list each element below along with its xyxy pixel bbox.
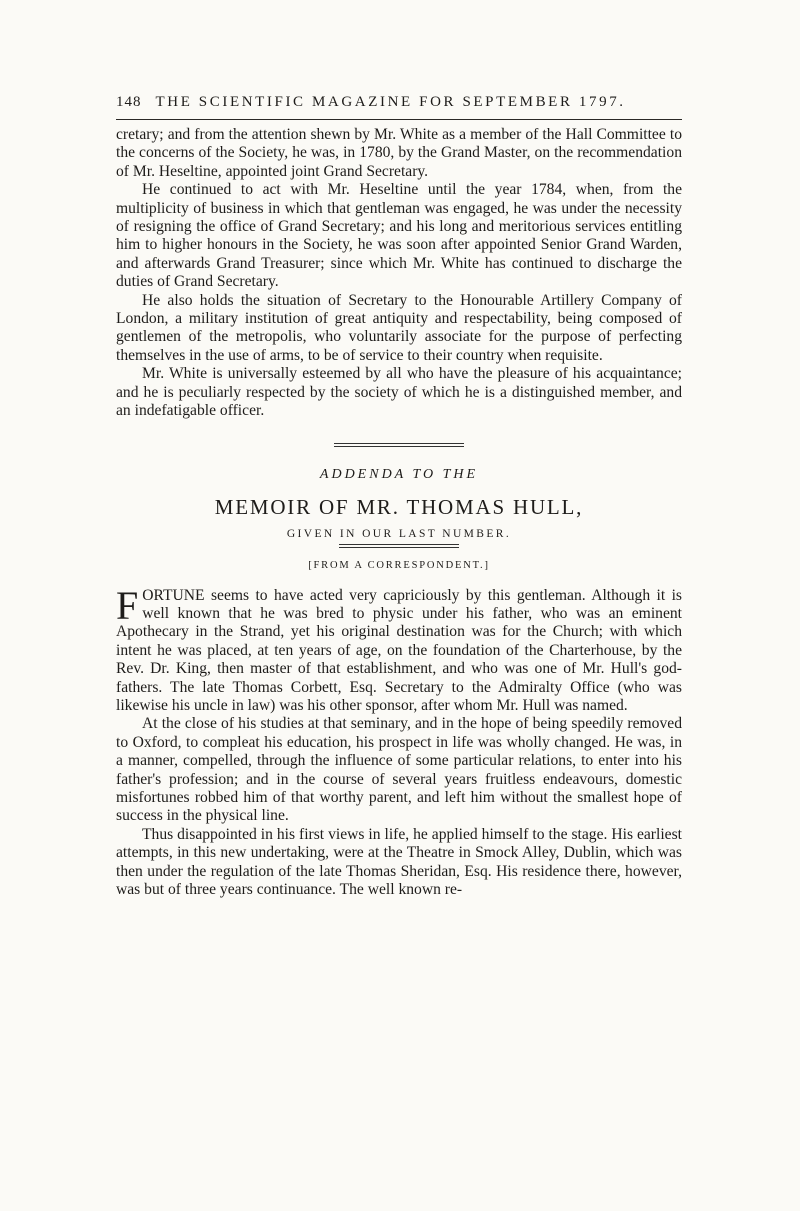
subtitle-divider xyxy=(339,544,459,548)
running-title: THE SCIENTIFIC MAGAZINE FOR SEPTEMBER 1797. xyxy=(155,94,626,110)
paragraph: He continued to act with Mr. Heseltine until the year 1784, when, from the multiplicity of business in which that gentleman was engaged, he was under the necessity of resigning the office of Grand Secretary; and his long and meritorious services entitling him to higher honours in the Society, he was soon after appointed Senior Grand Warden, and afterwards Grand Treasurer; since which Mr. White has continued to discharge the duties of Grand Secretary. xyxy=(116,181,682,291)
paragraph: He also holds the situation of Secretary to the Honourable Artillery Company of London, a military institution of great antiquity and respectability, being composed of gentlemen of the metropolis, who voluntarily associate for the purpose of perfecting themselves in the use of arms, to be of service to their country when requisite. xyxy=(116,291,682,364)
drop-cap: F xyxy=(116,582,139,628)
memoir-subtitle: GIVEN IN OUR LAST NUMBER. xyxy=(286,527,512,540)
addenda-heading: ADDENDA TO THE xyxy=(319,466,479,482)
page-number: 148 xyxy=(116,94,142,110)
source-note: [FROM A CORRESPONDENT.] xyxy=(308,559,490,571)
paragraph: cretary; and from the attention shewn by Mr. White as a member of the Hall Committee to the concerns of the Society, he was, in 1780, by the Grand Master, on the recommendation of Mr. Heseltine, appointed joint Grand Secretary. xyxy=(116,126,682,180)
paragraph: Thus disappointed in his first views in life, he applied himself to the stage. His earliest attempts, in this new undertaking, were at the Theatre in Smock Alley, Dublin, which was then under the regulation of the late Thomas Sheridan, Esq. His residence there, however, was but of three years continuance. The well known re- xyxy=(116,825,682,898)
section-divider xyxy=(334,443,464,447)
white-biography-section xyxy=(116,126,682,421)
paragraph: At the close of his studies at that seminary, and in the hope of being speedily removed to Oxford, to compleat his education, his prospect in life was wholly changed. He was, in a manner, compelled, through the influence of some particular relations, to enter into his father's profession; and in the course of several years fruitless endeavours, domestic misfortunes robbed him of that worthy parent, and left him without the smallest hope of success in the physical line. xyxy=(116,715,682,825)
paragraph: Mr. White is universally esteemed by all who have the pleasure of his acquaintance; and he is peculiarly respected by the society of which he is a distinguished member, and an indefatigable officer. xyxy=(116,365,682,420)
opening-paragraph xyxy=(116,582,682,716)
hull-memoir-section xyxy=(116,582,682,900)
running-header xyxy=(116,94,682,120)
opening-text: ORTUNE seems to have acted very capriciously by this gentleman. Although it is well known that he was bred to physic under his father, who was an eminent Apothecary in the Strand, yet his original destination was for the Church; with which intent he was placed, at ten years of age, on the foundation of the Charterhouse, by the Rev. Dr. King, then master of that establishment, and who was one of Mr. Hull's god-fathers. The late Thomas Corbett, Esq. Secretary to the Admiralty Office (who was likewise his uncle in law) was his other sponsor, after whom Mr. Hull was named. xyxy=(116,586,682,714)
memoir-title: MEMOIR OF MR. THOMAS HULL, xyxy=(214,494,584,519)
